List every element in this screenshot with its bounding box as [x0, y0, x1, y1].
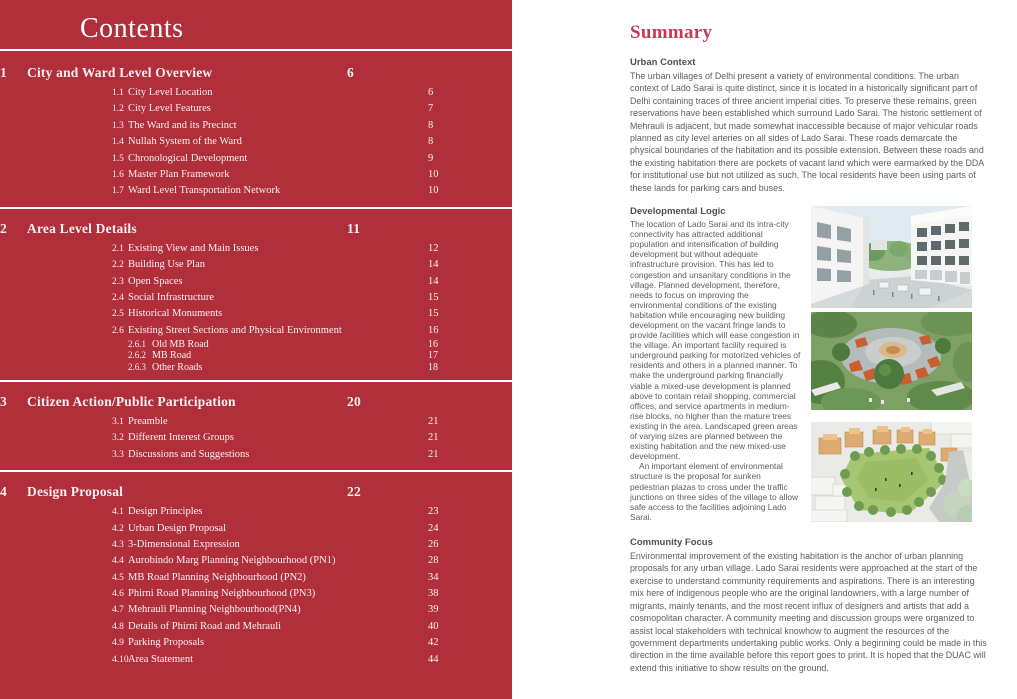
- toc-entry-title: Phirni Road Planning Neighbourhood (PN3): [128, 588, 316, 600]
- community-focus-heading: Community Focus: [630, 537, 713, 549]
- toc-entry-number: 4.10: [112, 654, 129, 665]
- toc-entry-number: 1.3: [112, 120, 124, 131]
- toc-entry-number: 4.5: [112, 572, 124, 583]
- toc-entry-row: [81, 504, 471, 520]
- toc-entry-page-number: 17: [428, 350, 438, 362]
- toc-entry-page-number: 9: [428, 152, 434, 164]
- toc-entry-page-number: 24: [428, 522, 439, 534]
- toc-entry-number: 4.4: [112, 556, 124, 567]
- toc-entry-row: [81, 339, 471, 350]
- toc-entry-row: [81, 652, 471, 668]
- toc-entry-number: 4.1: [112, 507, 124, 518]
- toc-entry-number: 1.2: [112, 104, 124, 115]
- toc-entry-number: 3: [0, 393, 7, 409]
- toc-entry-page-number: 39: [428, 604, 439, 616]
- toc-entry-number: 1: [0, 65, 7, 80]
- developmental-logic-paragraph-2: An important element of environmental structure is the proposal for sunken pedestrian plazas to cross under the traffic junctions on three sides of the village to allow safe access to the facilities adjoining Lado Sarai.: [630, 461, 799, 522]
- toc-entry-title: City Level Features: [128, 103, 211, 115]
- urban-context-heading: Urban Context: [630, 57, 696, 68]
- sunken-pedestrian-plaza-render-image: [811, 312, 972, 410]
- toc-entry-number: 4.6: [112, 589, 124, 600]
- developmental-logic-heading: Developmental Logic: [630, 206, 726, 218]
- toc-entry-title: Mehrauli Planning Neighbourhood(PN4): [128, 604, 301, 616]
- toc-entry-row: [81, 118, 471, 134]
- toc-entry-number: 4.3: [112, 539, 124, 550]
- toc-entry-row: [81, 183, 471, 199]
- toc-entry-row: [81, 101, 471, 117]
- toc-entry-row: [81, 306, 471, 322]
- toc-entry-title: Existing Street Sections and Physical Environment: [128, 324, 342, 336]
- toc-entry-row: [81, 362, 471, 373]
- toc-entry-title: Old MB Road: [152, 339, 209, 351]
- toc-entry-row: [81, 430, 471, 446]
- toc-entry-page-number: 15: [428, 308, 439, 320]
- toc-entry-title: City Level Location: [128, 87, 213, 98]
- toc-section-group: [0, 207, 512, 380]
- toc-entry-number: 2.3: [112, 276, 124, 287]
- toc-entry-row: [81, 602, 471, 618]
- summary-page: [512, 0, 1017, 699]
- toc-entry-page-number: 20: [347, 393, 361, 409]
- toc-entry-page-number: 23: [428, 506, 439, 518]
- toc-entry-title: Existing View and Main Issues: [128, 242, 259, 254]
- toc-entry-row: [81, 323, 471, 339]
- toc-entry-number: 4.8: [112, 621, 124, 632]
- toc-entry-number: 2.6.3: [128, 361, 146, 372]
- toc-entry-number: 3.3: [112, 449, 124, 460]
- toc-entry-title: Design Proposal: [27, 484, 124, 500]
- toc-entry-number: 4.7: [112, 605, 124, 616]
- toc-section-row: [0, 219, 390, 238]
- toc-entry-number: 3.1: [112, 416, 124, 427]
- toc-entry-row: [81, 257, 471, 273]
- developmental-logic-column: [630, 206, 802, 522]
- toc-entry-page-number: 8: [428, 136, 434, 148]
- toc-entry-page-number: 12: [428, 242, 439, 254]
- toc-entry-row: [81, 537, 471, 553]
- toc-entry-row: [81, 635, 471, 651]
- toc-entry-page-number: 10: [428, 185, 439, 197]
- toc-entry-number: 1.7: [112, 186, 124, 197]
- toc-entry-number: 1.5: [112, 153, 124, 164]
- toc-entry-number: 3.2: [112, 433, 124, 444]
- developmental-logic-paragraph-1: The location of Lado Sarai and its intra-city connectivity has attracted additional population and intensification of building development but without adequate infrastructure provision. This has led to congestion and unsanitary conditions in the village. Planned development, therefore, needs to focus on improving the environmental conditions of the existing habitation while encouraging new building development on the vacant fringe lands to provide facilities which will ease congestion in the village. An important facility required is underground parking for motorized vehicles of residents and others in a planned manner. To make the underground parking financially viable a mixed-use development is planned above to contain retail shopping, commercial offices, and service apartments in medium-rise blocks, no higher than the mature trees existing in the area. Landscaped green areas of varying sizes are planned between the existing habitation and the new mixed-use development.: [630, 219, 801, 462]
- toc-entry-page-number: 42: [428, 637, 439, 649]
- toc-entry-title: Different Interest Groups: [128, 432, 234, 444]
- toc-entry-title: Open Spaces: [128, 275, 183, 287]
- toc-entry-row: [81, 586, 471, 602]
- toc-section-row: [0, 392, 390, 411]
- toc-section-group: [0, 380, 512, 470]
- toc-entry-title: Area Statement: [128, 653, 194, 665]
- toc-entry-title: Discussions and Suggestions: [128, 448, 250, 460]
- toc-section-row: [0, 482, 390, 501]
- toc-entry-page-number: 18: [428, 361, 438, 373]
- toc-entry-number: 2.6.1: [128, 339, 146, 350]
- toc-entry-page-number: 34: [428, 571, 439, 583]
- urban-context-paragraph: The urban villages of Delhi present a variety of environmental conditions. The urban context of Lado Sarai is quite distinct, since it is located in a historically significant part of Delhi containing traces of three ancient imperial cities. To preserve these remains, green reservations have been established which surround Lado Sarai. The historic settlement of Mehrauli is adjacent, but made somewhat inaccessible because of major vehicular roads planned as city level arteries on all sides of Lado Sarai. These roads demarcate the physical boundaries of the habitation and its possible extension. Between these roads and the existing habitation there are pockets of vacant land which were earmarked by the DDA for institutional use but not utilized as such. The local residents have been using parts of these lands for parking cars and buses.: [630, 71, 984, 193]
- toc-entry-row: [81, 521, 471, 537]
- toc-entry-number: 4: [0, 484, 7, 500]
- toc-entry-number: 2: [0, 220, 7, 236]
- toc-entry-title: Other Roads: [152, 361, 203, 373]
- mixed-use-plaza-render-image: [811, 206, 972, 308]
- toc-entry-row: [81, 241, 471, 257]
- toc-entry-row: [81, 274, 471, 290]
- toc-entry-title: Ward Level Transportation Network: [128, 185, 281, 197]
- landscaped-green-area-render-image: [811, 422, 972, 522]
- toc-entry-row: [81, 553, 471, 569]
- toc-entry-number: 2.6: [112, 325, 124, 336]
- toc-entry-page-number: 16: [428, 339, 438, 351]
- community-focus-paragraph: Environmental improvement of the existing habitation is the anchor of urban planning proposals for any urban village. Lado Sarai residents were approached at the start of the exercise to understand community requirements and aspirations. There is an interesting mix here of indigenous people who are the original landowners, with a large number of migrants, mainly tenants, and the most recent influx of designers and artists that add a cosmopolitan character. A community meeting and discussion groups were organized to assist local stakeholders with technical knowhow to augment the resources of the government departments undertaking public works. Only a beginning could be made in this direction in the time available before this report goes to print. It is hoped that the DUAC will extend this initiative to show results on the ground.: [630, 551, 987, 673]
- toc-entry-title: Citizen Action/Public Participation: [27, 393, 236, 409]
- table-of-contents: [0, 51, 512, 675]
- toc-entry-title: MB Road Planning Neighbourhood (PN2): [128, 571, 306, 583]
- toc-entry-title: Design Principles: [128, 506, 203, 518]
- toc-entry-page-number: 22: [347, 484, 361, 500]
- developmental-logic-section: [630, 206, 1017, 526]
- toc-entry-page-number: 14: [428, 259, 439, 271]
- toc-entry-page-number: 26: [428, 538, 439, 550]
- toc-entry-title: Details of Phirni Road and Mehrauli: [128, 620, 282, 632]
- toc-entry-page-number: 21: [428, 415, 439, 427]
- toc-entry-title: Nullah System of the Ward: [128, 136, 242, 148]
- toc-entry-number: 2.5: [112, 309, 124, 320]
- toc-entry-row: [81, 134, 471, 150]
- toc-entry-number: 2.2: [112, 260, 124, 271]
- toc-entry-page-number: 6: [428, 87, 434, 98]
- toc-entry-row: [81, 350, 471, 361]
- toc-entry-row: [81, 619, 471, 635]
- toc-entry-title: 3-Dimensional Expression: [128, 538, 240, 550]
- toc-section-group: [0, 56, 512, 207]
- toc-entry-title: Urban Design Proposal: [128, 522, 226, 534]
- toc-entry-number: 2.6.2: [128, 350, 146, 361]
- toc-entry-row: [81, 447, 471, 463]
- toc-entry-page-number: 44: [428, 653, 439, 665]
- toc-entry-title: Parking Proposals: [128, 637, 205, 649]
- toc-section-group: [0, 470, 512, 675]
- toc-entry-page-number: 38: [428, 588, 439, 600]
- toc-entry-row: [81, 151, 471, 167]
- toc-entry-page-number: 14: [428, 275, 439, 287]
- toc-entry-number: 2.4: [112, 292, 124, 303]
- toc-entry-page-number: 6: [347, 65, 354, 80]
- toc-entry-row: [81, 85, 471, 101]
- summary-title: Summary: [630, 22, 713, 43]
- toc-entry-page-number: 10: [428, 168, 439, 180]
- toc-entry-number: 4.2: [112, 523, 124, 534]
- toc-entry-row: [81, 570, 471, 586]
- toc-entry-page-number: 28: [428, 555, 439, 567]
- toc-entry-row: [81, 414, 471, 430]
- toc-entry-row: [81, 167, 471, 183]
- toc-section-row: [0, 63, 390, 82]
- toc-entry-title: MB Road: [152, 350, 192, 362]
- toc-entry-title: City and Ward Level Overview: [27, 65, 213, 80]
- toc-entry-page-number: 21: [428, 448, 439, 460]
- toc-entry-title: Aurobindo Marg Planning Neighbourhood (PN1): [128, 555, 336, 567]
- toc-entry-title: Master Plan Framework: [128, 168, 230, 180]
- toc-entry-title: Building Use Plan: [128, 259, 206, 271]
- toc-entry-title: The Ward and its Precinct: [128, 119, 237, 131]
- contents-header: [0, 0, 512, 51]
- toc-entry-number: 1.1: [112, 88, 124, 98]
- toc-entry-title: Area Level Details: [27, 220, 137, 236]
- contents-title: Contents: [80, 13, 184, 44]
- toc-entry-number: 4.9: [112, 638, 124, 649]
- toc-entry-title: Historical Monuments: [128, 308, 223, 320]
- toc-entry-number: 1.4: [112, 137, 124, 148]
- toc-entry-page-number: 16: [428, 324, 439, 336]
- toc-entry-page-number: 8: [428, 119, 434, 131]
- toc-entry-title: Social Infrastructure: [128, 291, 215, 303]
- toc-entry-page-number: 15: [428, 291, 439, 303]
- toc-entry-page-number: 7: [428, 103, 434, 115]
- toc-entry-row: [81, 290, 471, 306]
- toc-entry-number: 2.1: [112, 243, 124, 254]
- toc-entry-page-number: 21: [428, 432, 439, 444]
- render-image-column: [811, 206, 972, 526]
- toc-entry-page-number: 11: [347, 220, 361, 236]
- toc-entry-number: 1.6: [112, 169, 124, 180]
- toc-entry-title: Chronological Development: [128, 152, 248, 164]
- toc-entry-page-number: 40: [428, 620, 439, 632]
- toc-entry-title: Preamble: [128, 415, 168, 427]
